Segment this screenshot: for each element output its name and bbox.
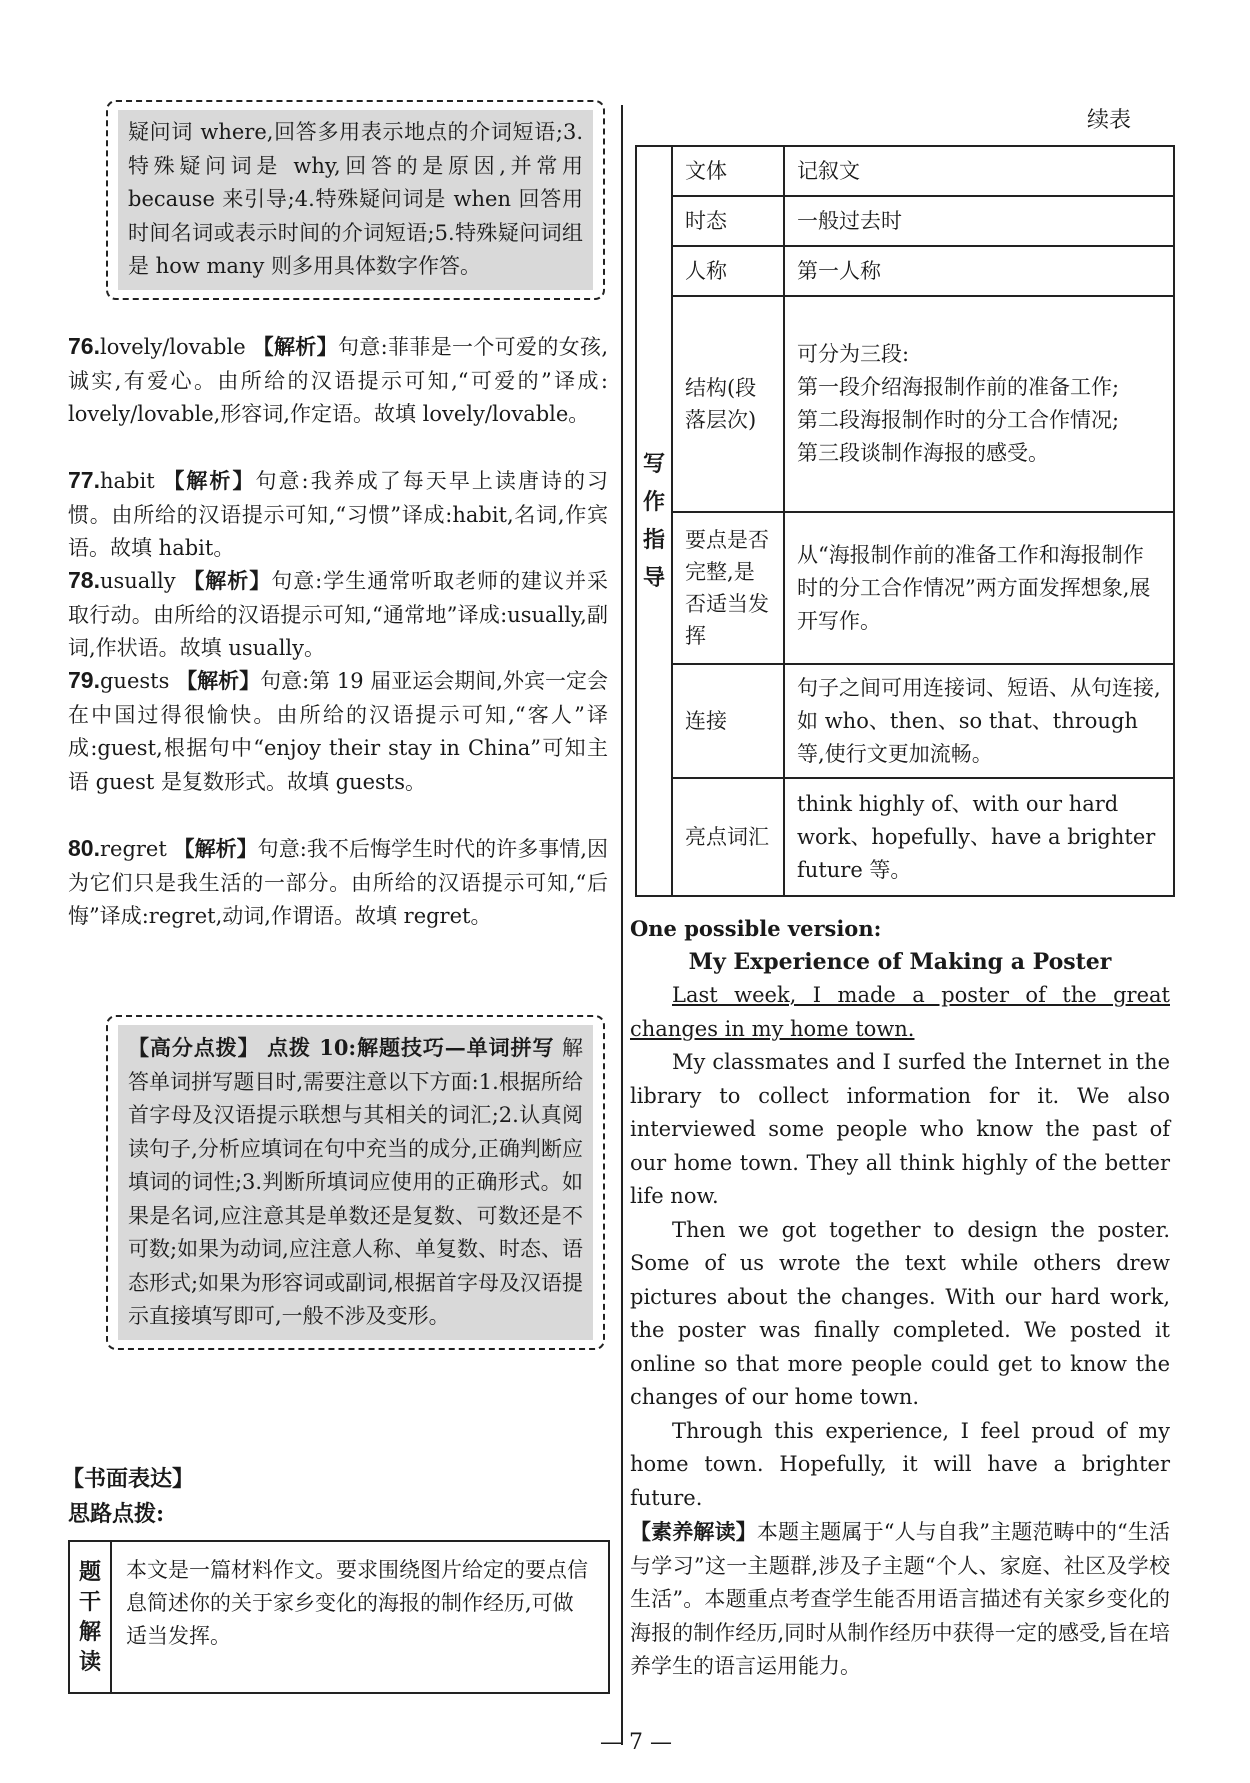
structure-line: 第二段海报制作时的分工合作情况; [797, 408, 1120, 432]
table-row: 连接 句子之间可用连接词、短语、从句连接,如 who、then、so that、through 等,使行文更加流畅。 [636, 664, 1174, 778]
reading-side-label: 题 干 解 读 [70, 1542, 112, 1692]
tip-title: 点拨 10:解题技巧—单词拼写 [267, 1035, 555, 1060]
table-row: 结构(段落层次) 可分为三段: 第一段介绍海报制作前的准备工作; 第二段海报制作时的分工合作情况; 第三段谈制作海报的感受。 [636, 296, 1174, 512]
literacy-interpretation: 【素养解读】本题主题属于“人与自我”主题范畴中的“生活与学习”这一主题群,涉及子主题“个人、家庭、社区及学校生活”。本题重点考查学生能否用语言描述有关家乡变化的海报的制作经历,同时从制作经历中获得一定的感受,旨在培养学生的语言运用能力。 [630, 1519, 1170, 1678]
structure-line: 可分为三段: [797, 342, 910, 366]
tip-box-question-words [106, 100, 605, 300]
page-number: — 7 — [600, 1730, 672, 1755]
essay-paragraph-4: Through this experience, I feel proud of my home town. Hopefully, it will have a brighter future. [630, 1418, 1170, 1510]
question-reading-box [68, 1540, 610, 1694]
reading-text: 本文是一篇材料作文。要求围绕图片给定的要点信息简述你的关于家乡变化的海报的制作经历,可做适当发挥。 [126, 1558, 588, 1648]
writing-subtitle: 思路点拨: [68, 1501, 165, 1527]
essay-paragraph-2: My classmates and I surfed the Internet in the library to collect information for it. We also interviewed some people who know the past of our home town. They all think highly of the better life now. [630, 1050, 1170, 1208]
table-row: 要点是否完整,是否适当发挥 从“海报制作前的准备工作和海报制作时的分工合作情况”两方面发挥想象,展开写作。 [636, 512, 1174, 664]
table-row: 人称 第一人称 [636, 246, 1174, 296]
table-row: 时态 一般过去时 [636, 196, 1174, 246]
answer-77: 77.habit 【解析】句意:我养成了每天早上读唐诗的习惯。由所给的汉语提示可知,“习惯”译成:habit,名词,作宾语。故填 habit。 [68, 467, 609, 560]
essay-paragraph-3: Then we got together to design the poster. Some of us wrote the text while others drew pictures about the changes. With our hard work, the poster was finally completed. We posted it online so that more people could get to know the changes of our home town. [630, 1217, 1170, 1409]
answer-78: 78.usually 【解析】句意:学生通常听取老师的建议并采取行动。由所给的汉语提示可知,“通常地”译成:usually,副词,作状语。故填 usually。 [68, 567, 608, 660]
structure-line: 第一段介绍海报制作前的准备工作; [797, 375, 1120, 399]
table-side-label: 写 作 指 导 [636, 146, 672, 896]
tip-box-text: 疑问词 where,回答多用表示地点的介词短语;3.特殊疑问词是 why,回答的是原因,并常用 because 来引导;4.特殊疑问词是 when 回答用时间名词或表示时间的介词短语;5.特殊疑问词组是 how many 则多用具体数字作答。 [118, 110, 593, 290]
answer-80: 80.regret 【解析】句意:我不后悔学生时代的许多事情,因为它们只是我生活的一部分。由所给的汉语提示可知,“后悔”译成:regret,动词,作谓语。故填 regret。 [68, 835, 609, 928]
sample-essay [630, 912, 1170, 1684]
table-row: 写 作 指 导 文体 记叙文 [636, 146, 1174, 196]
tip-label: 【高分点拨】 [128, 1035, 260, 1060]
column-divider [621, 105, 623, 1745]
structure-value [784, 296, 1174, 512]
essay-title: My Experience of Making a Poster [688, 948, 1112, 975]
structure-line: 第三段谈制作海报的感受。 [797, 441, 1050, 465]
continued-label: 续表 [1086, 108, 1131, 133]
tip-box-spelling [106, 1015, 605, 1350]
table-row: 亮点词汇 think highly of、with our hard work、hopefully、have a brighter future 等。 [636, 778, 1174, 896]
answer-76: 76.lovely/lovable 【解析】句意:菲菲是一个可爱的女孩,诚实,有爱心。由所给的汉语提示可知,“可爱的”译成: lovely/lovable,形容词,作定语。故填 lovely/lovable。 [68, 333, 609, 426]
essay-paragraph-1: Last week, I made a poster of the great changes in my home town. [630, 983, 1170, 1041]
writing-section-title: 【书面表达】 [62, 1466, 195, 1492]
tip-text: 解答单词拼写题目时,需要注意以下方面:1.根据所给首字母及汉语提示联想与其相关的词汇;2.认真阅读句子,分析应填词在句中充当的成分,正确判断应填词的词性;3.判断所填词应使用的正确形式。如果是名词,应注意其是单数还是复数、可数还是不可数;如果为动词,应注意人称、单复数、时态、语态形式;如果为形容词或副词,根据首字母及汉语提示直接填写即可,一般不涉及变形。 [128, 1036, 584, 1328]
answer-79: 79.guests 【解析】句意:第 19 届亚运会期间,外宾一定会在中国过得很愉快。由所给的汉语提示可知,“客人”译成:guest,根据句中“enjoy their stay in China”可知主语 guest 是复数形式。故填 guests。 [68, 667, 608, 794]
writing-guide-table [635, 145, 1175, 897]
essay-version-label: One possible version: [630, 916, 882, 941]
